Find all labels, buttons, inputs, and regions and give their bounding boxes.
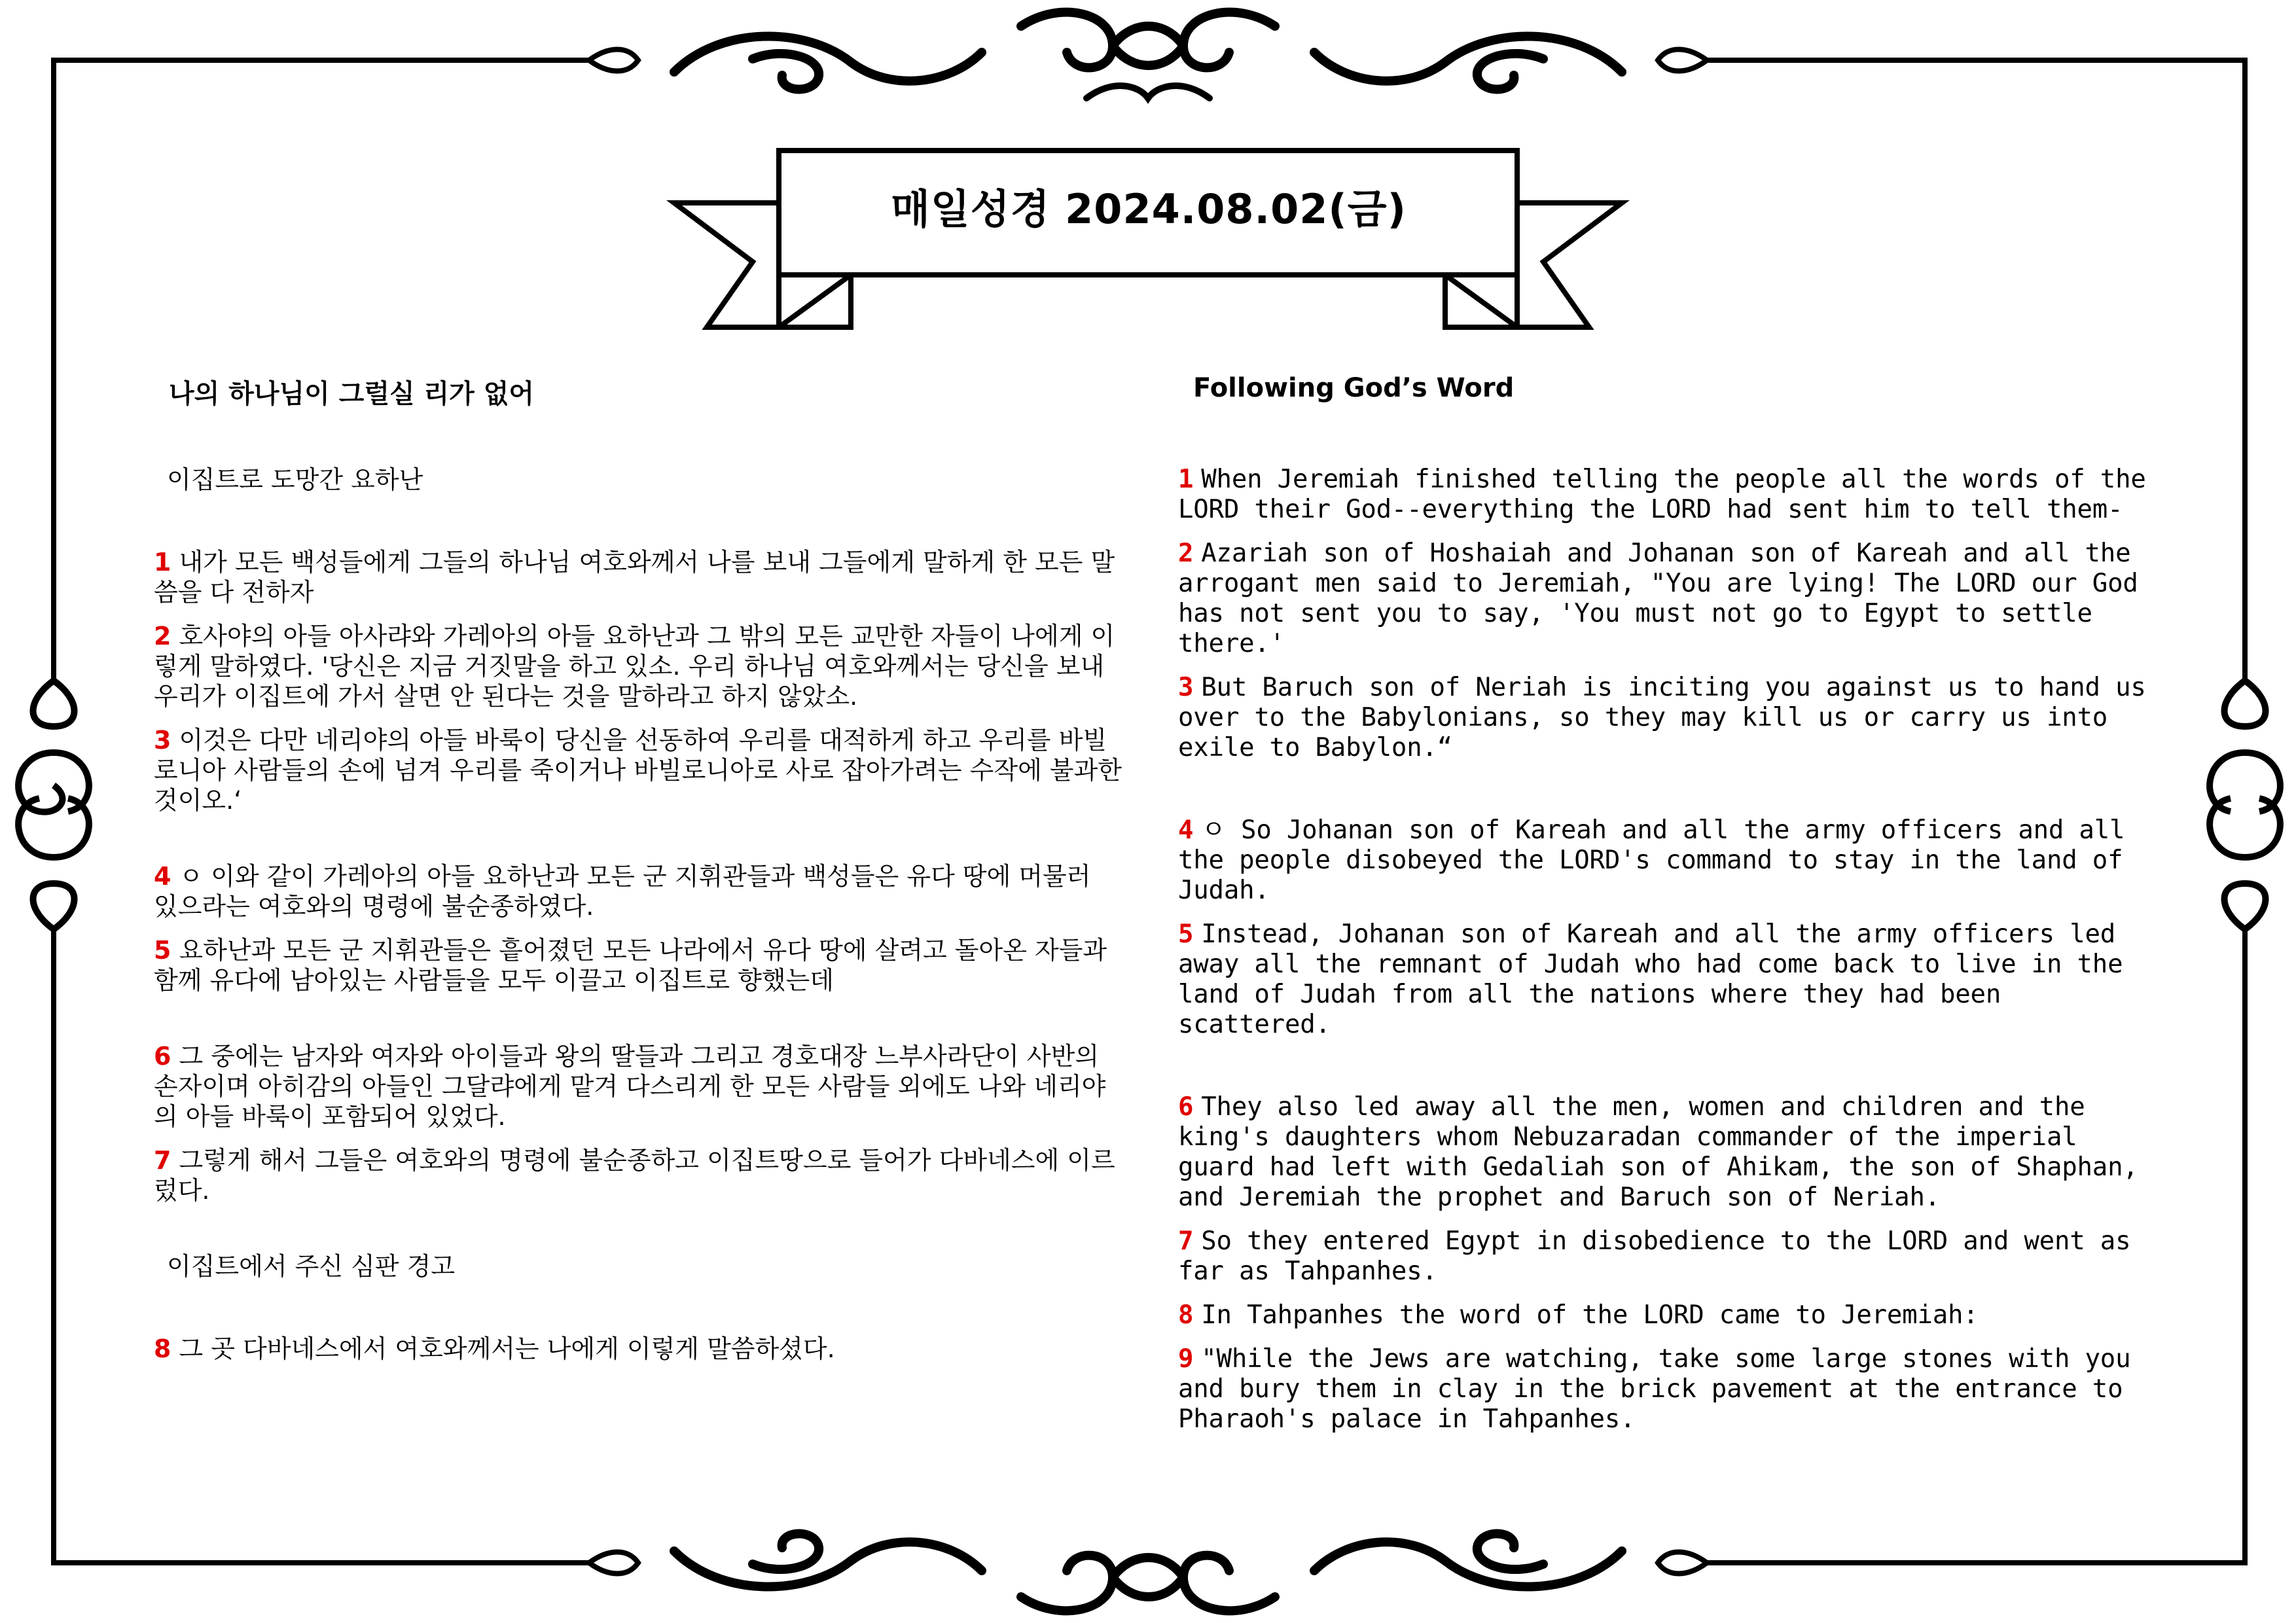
- verse: [154, 621, 1122, 711]
- verse: [1178, 815, 2147, 906]
- verse-text: 호사야의 아들 아사랴와 가레아의 아들 요하난과 그 밖의 모든 교만한 자들이 나에게 이렇게 말하였다. '당신은 지금 거짓말을 하고 있소. 우리 하나님 여호와께서는 당신을 보내 우리가 이집트에 가서 살면 안 된다는 것을 말하라고 하지 않았소.: [154, 622, 1115, 711]
- ornamental-scroll-top-icon: [589, 12, 1707, 98]
- english-body: [1178, 465, 2147, 1435]
- korean-section-title: 나의 하나님이 그럴실 리가 없어: [169, 379, 535, 409]
- page-title: 매일성경 2024.08.02(금): [891, 185, 1407, 233]
- verse-number: 3: [1178, 673, 1194, 702]
- verse-number: 8: [1178, 1300, 1194, 1330]
- verse-number: 4: [1178, 815, 1194, 845]
- verse-number: 6: [1178, 1092, 1194, 1122]
- verse: [154, 1145, 1122, 1205]
- verse-number: 7: [154, 1146, 171, 1175]
- ribbon-banner-icon: [674, 151, 1622, 327]
- verse-text: So they entered Egypt in disobedience to the LORD and went as far as Tahpanhes.: [1178, 1226, 2131, 1286]
- verse: [1178, 919, 2147, 1040]
- verse-number: 8: [154, 1334, 171, 1363]
- verse-text: Instead, Johanan son of Kareah and all the army officers led away all the remnant of Judah who had come back to live in the land of Judah from all the nations where they had been scattered.: [1178, 919, 2123, 1039]
- ornamental-scroll-right-icon: [2210, 681, 2280, 929]
- verse-number: 3: [154, 726, 171, 755]
- verse-text: They also led away all the men, women and children and the king's daughters whom Nebuzaradan commander of the imperial guard had left with Gedaliah son of Ahikam, the son of Shaphan, and Jeremiah the prophet and Baruch son of Neriah.: [1178, 1092, 2138, 1212]
- verse-number: 2: [154, 622, 171, 651]
- verse-text: 그 곳 다바네스에서 여호와께서는 나에게 이렇게 말씀하셨다.: [179, 1334, 835, 1363]
- verse-number: 7: [1178, 1226, 1194, 1256]
- verse: [1178, 673, 2147, 763]
- verse-number: 4: [154, 862, 171, 891]
- verse-text: "While the Jews are watching, take some large stones with you and bury them in clay in the brick pavement at the entrance to Pharaoh's palace in Tahpanhes.: [1178, 1344, 2131, 1434]
- verse-text: 내가 모든 백성들에게 그들의 하나님 여호와께서 나를 보내 그들에게 말하게 한 모든 말씀을 다 전하자: [154, 548, 1115, 607]
- verse-text: 그렇게 해서 그들은 여호와의 명령에 불순종하고 이집트땅으로 들어가 다바네스에 이르렀다.: [154, 1146, 1115, 1205]
- verse: [154, 725, 1122, 815]
- verse: [154, 547, 1122, 607]
- verse-text: 요하난과 모든 군 지휘관들은 흩어졌던 모든 나라에서 유다 땅에 살려고 돌아온 자들과 함께 유다에 남아있는 사람들을 모두 이끌고 이집트로 향했는데: [154, 936, 1107, 995]
- verse-text: When Jeremiah finished telling the people all the words of the LORD their God--everything the LORD had sent him to tell them-: [1178, 465, 2146, 524]
- verse: [1178, 1092, 2147, 1213]
- korean-subheading: 이집트로 도망간 요하난: [167, 465, 423, 494]
- verse: [154, 935, 1122, 995]
- verse: [154, 861, 1122, 921]
- verse-number: 5: [1178, 919, 1194, 949]
- verse-number: 9: [1178, 1344, 1194, 1374]
- verse: [1178, 1344, 2147, 1435]
- verse: [1178, 1300, 2147, 1330]
- english-section-title: Following God’s Word: [1193, 373, 1515, 403]
- verse-number: 1: [154, 548, 171, 577]
- verse-number: 2: [1178, 539, 1194, 568]
- verse-text: 이것은 다만 네리야의 아들 바룩이 당신을 선동하여 우리를 대적하게 하고 우리를 바빌로니아 사람들의 손에 넘겨 우리를 죽이거나 바빌로니아로 사로 잡아가려는 수작에 불과한 것이오.‘: [154, 726, 1122, 815]
- verse-text: Azariah son of Hoshaiah and Johanan son of Kareah and all the arrogant men said to Jeremiah, "You are lying! The LORD our God has not sent you to say, 'You must not go to Egypt to settle there.': [1178, 539, 2138, 658]
- verse: [1178, 465, 2147, 525]
- verse: [1178, 1226, 2147, 1287]
- verse-number: 1: [1178, 465, 1194, 494]
- verse-text: In Tahpanhes the word of the LORD came to Jeremiah:: [1201, 1300, 1979, 1330]
- verse: [154, 1334, 1122, 1364]
- verse-text: ㅇ 이와 같이 가레아의 아들 요하난과 모든 군 지휘관들과 백성들은 유다 땅에 머물러 있으라는 여호와의 명령에 불순종하였다.: [154, 862, 1091, 921]
- verse-text: But Baruch son of Neriah is inciting you against us to hand us over to the Babylonians, so they may kill us or carry us into exile to Babylon.“: [1178, 673, 2146, 762]
- ornamental-scroll-bottom-icon: [589, 1534, 1707, 1611]
- verse: [154, 1041, 1122, 1132]
- korean-body: [154, 465, 1122, 1364]
- korean-subheading: 이집트에서 주신 심판 경고: [167, 1252, 456, 1281]
- ornamental-scroll-left-icon: [18, 681, 89, 929]
- verse-text: ㅇ So Johanan son of Kareah and all the army officers and all the people disobeyed the LORD's command to stay in the land of Judah.: [1178, 815, 2125, 905]
- verse: [1178, 539, 2147, 659]
- verse-number: 5: [154, 936, 171, 965]
- verse-text: 그 중에는 남자와 여자와 아이들과 왕의 딸들과 그리고 경호대장 느부사라단이 사반의 손자이며 아히감의 아들인 그달랴에게 맡겨 다스리게 한 모든 사람들 외에도 나와 네리야의 아들 바룩이 포함되어 있었다.: [154, 1042, 1106, 1131]
- verse-number: 6: [154, 1042, 171, 1071]
